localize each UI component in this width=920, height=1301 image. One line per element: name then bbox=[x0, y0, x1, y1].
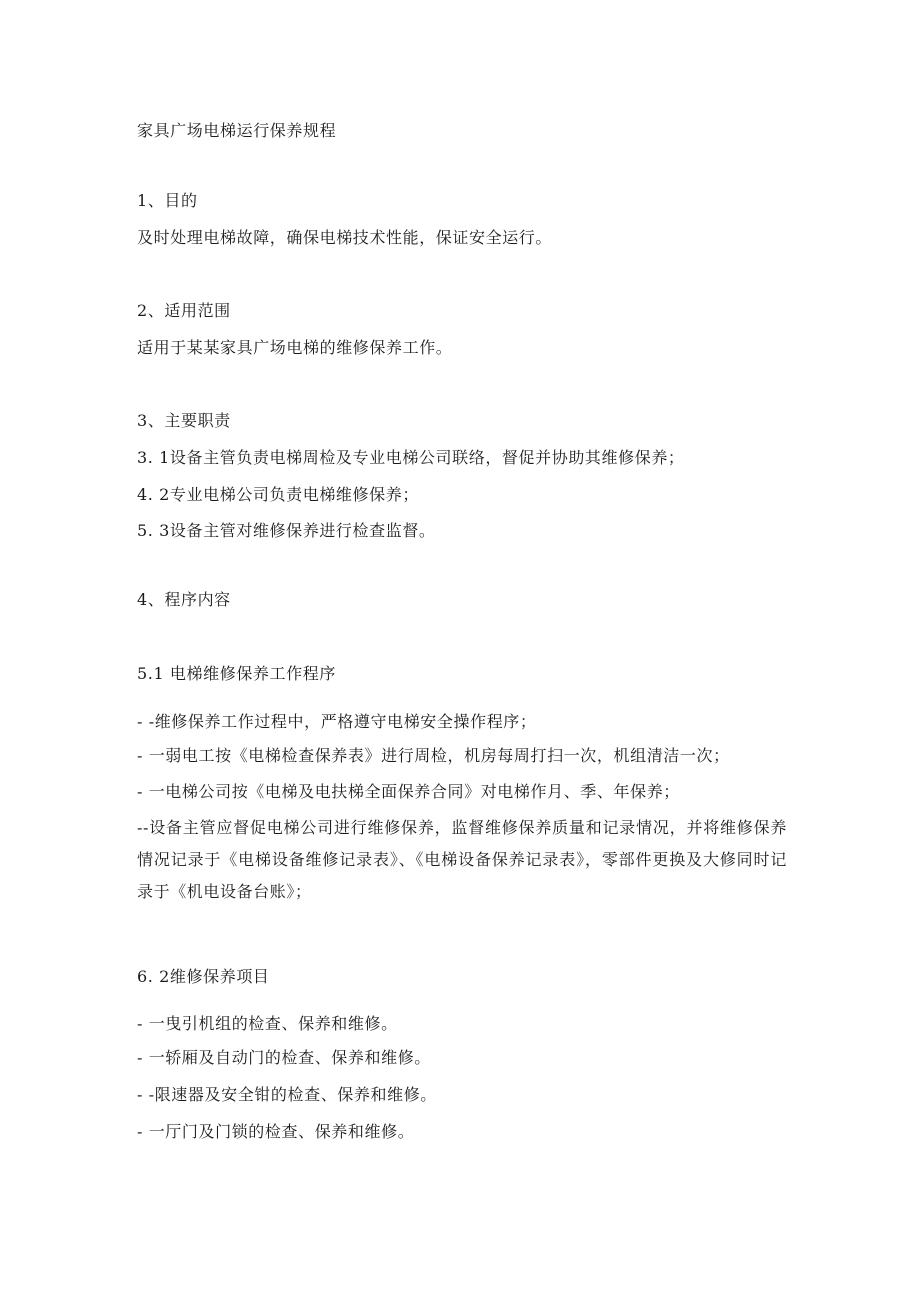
section-5-1-item: - 一弱电工按《电梯检查保养表》进行周检，机房每周打扫一次，机组清洁一次； bbox=[137, 746, 730, 765]
section-6-item: - 一曳引机组的检查、保养和维修。 bbox=[137, 1014, 398, 1033]
document-title: 家具广场电梯运行保养规程 bbox=[137, 121, 337, 140]
section-3-heading: 3、主要职责 bbox=[137, 411, 231, 430]
section-2-body: 适用于某某家具广场电梯的维修保养工作。 bbox=[137, 338, 453, 357]
section-6-heading: 6. 2维修保养项目 bbox=[137, 967, 270, 986]
section-6-item: - 一轿厢及自动门的检查、保养和维修。 bbox=[137, 1048, 431, 1067]
section-3-item: 5. 3设备主管对维修保养进行检查监督。 bbox=[137, 521, 436, 540]
section-5-1-item: - 一电梯公司按《电梯及电扶梯全面保养合同》对电梯作月、季、年保养； bbox=[137, 782, 680, 801]
section-4-heading: 4、程序内容 bbox=[137, 590, 231, 609]
section-5-1-heading: 5.1 电梯维修保养工作程序 bbox=[137, 664, 336, 683]
section-1-body: 及时处理电梯故障，确保电梯技术性能，保证安全运行。 bbox=[137, 228, 553, 247]
section-5-1-paragraph: --设备主管应督促电梯公司进行维修保养，监督维修保养质量和记录情况，并将维修保养情况记录于《电梯设备维修记录表》、《电梯设备保养记录表》，零部件更换及大修同时记录于《机电设备台账》； bbox=[137, 818, 787, 901]
section-6-item: - 一厅门及门锁的检查、保养和维修。 bbox=[137, 1122, 415, 1141]
section-5-1-item: - -维修保养工作过程中，严格遵守电梯安全操作程序； bbox=[137, 712, 537, 731]
section-3-item: 4. 2专业电梯公司负责电梯维修保养； bbox=[137, 485, 419, 504]
section-1-heading: 1、目的 bbox=[137, 191, 198, 210]
section-2-heading: 2、适用范围 bbox=[137, 301, 231, 320]
section-6-item: - -限速器及安全钳的检查、保养和维修。 bbox=[137, 1085, 437, 1104]
section-3-item: 3. 1设备主管负责电梯周检及专业电梯公司联络，督促并协助其维修保养； bbox=[137, 448, 685, 467]
